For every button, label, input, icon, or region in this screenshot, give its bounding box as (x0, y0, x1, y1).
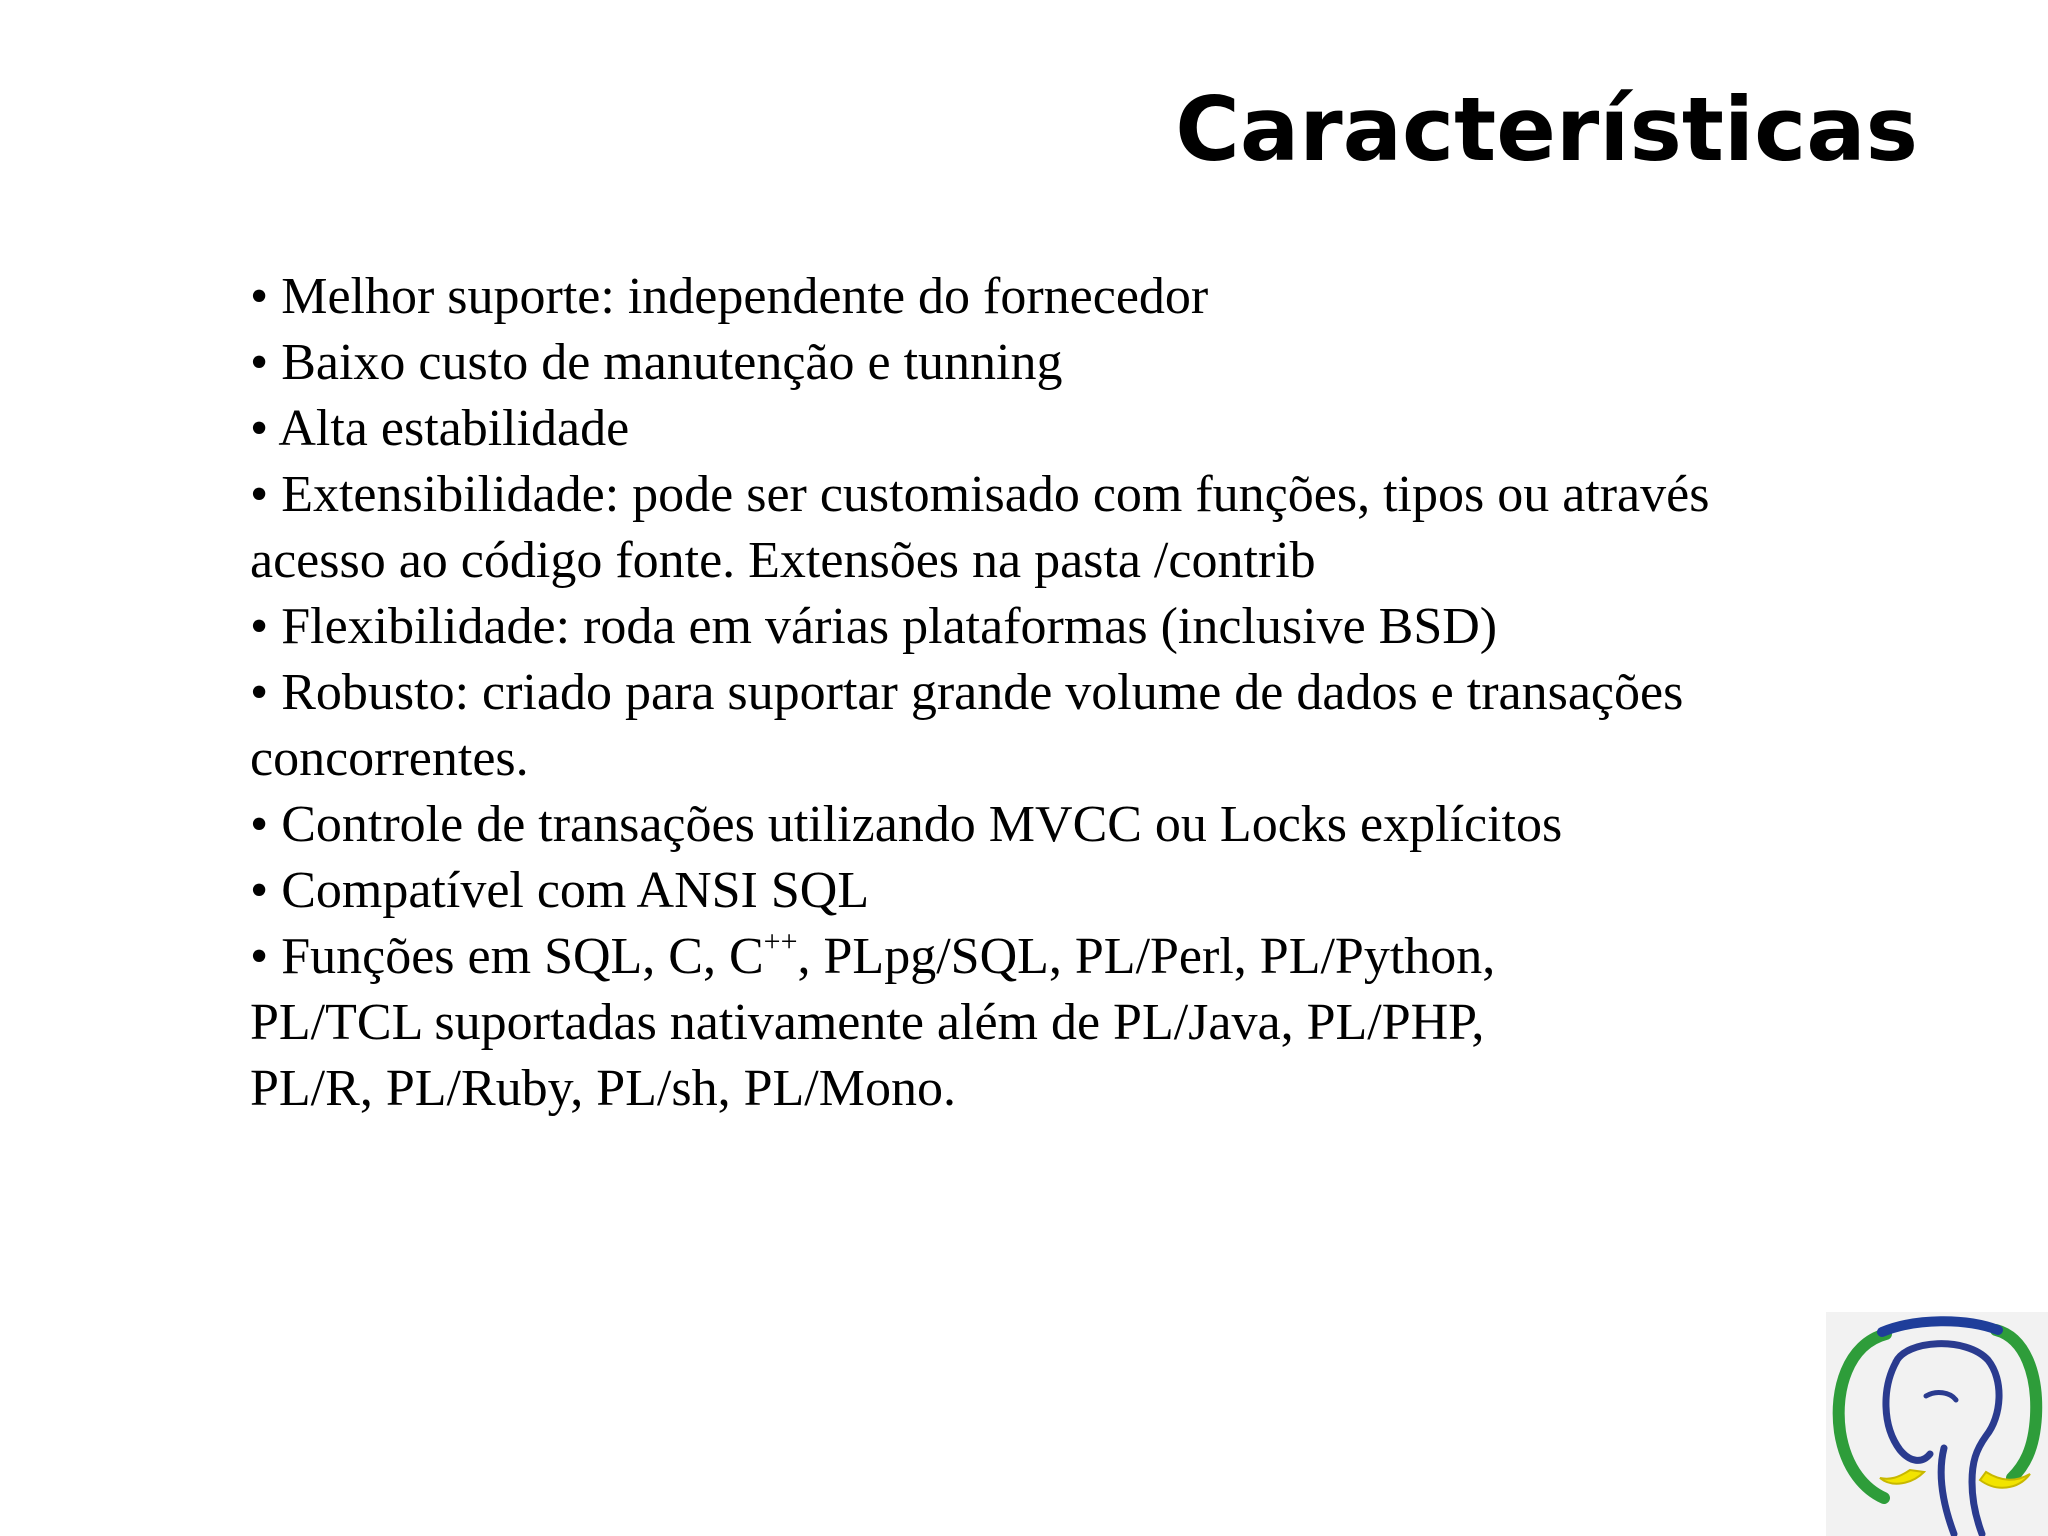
elephant-trunk (1941, 1448, 1954, 1534)
bullet-text: Controle de transações utilizando MVCC ou Locks explícitos (281, 796, 1563, 853)
bullet-list (250, 264, 1810, 1122)
postgresql-elephant-icon (1826, 1312, 2048, 1536)
bullet-marker: • (250, 664, 282, 721)
list-item (250, 330, 1810, 396)
bullet-text: PL/R, PL/Ruby, PL/sh, PL/Mono. (250, 1060, 956, 1117)
ring-green-left (1839, 1334, 1886, 1498)
bullet-marker: • (250, 466, 282, 523)
list-item (250, 594, 1810, 660)
bullet-text: Melhor suporte: independente do fornecedor (281, 268, 1209, 325)
elephant-eye (1926, 1393, 1956, 1400)
bullet-marker: • (250, 928, 282, 985)
list-item (250, 792, 1810, 858)
list-item (250, 924, 1810, 1122)
slide-title: Características (1175, 78, 1918, 181)
bullet-text: Extensibilidade: pode ser customisado com funções, tipos ou através acesso ao código fonte. Extensões na pasta /contrib (250, 466, 1710, 589)
bullet-marker: • (250, 796, 282, 853)
bullet-text: Flexibilidade: roda em várias plataformas (inclusive BSD) (281, 598, 1498, 655)
bullet-marker: • (250, 862, 282, 919)
elephant-ear (1886, 1362, 1930, 1460)
bullet-text: Alta estabilidade (278, 400, 630, 457)
bullet-text: Compatível com ANSI SQL (281, 862, 870, 919)
list-item (250, 396, 1810, 462)
bullet-text: , PLpg/SQL, PL/Perl, PL/Python, (797, 928, 1496, 985)
bullet-marker: • (250, 268, 282, 325)
bullet-marker: • (250, 334, 282, 391)
list-item (250, 660, 1810, 792)
bullet-marker: • (250, 598, 282, 655)
ring-blue-top (1882, 1321, 1998, 1332)
bullet-text: PL/TCL suportadas nativamente além de PL/Java, PL/PHP, (250, 994, 1485, 1051)
superscript: ++ (763, 925, 798, 958)
postgresql-logo (1826, 1312, 2048, 1536)
bullet-marker: • (250, 400, 279, 457)
bullet-text: Funções em SQL, C, C (281, 928, 764, 985)
tusk-left (1880, 1470, 1924, 1484)
list-item (250, 462, 1810, 594)
list-item (250, 858, 1810, 924)
list-item (250, 264, 1810, 330)
bullet-text: Robusto: criado para suportar grande volume de dados e transações concorrentes. (250, 664, 1684, 787)
bullet-text: Baixo custo de manutenção e tunning (281, 334, 1063, 391)
